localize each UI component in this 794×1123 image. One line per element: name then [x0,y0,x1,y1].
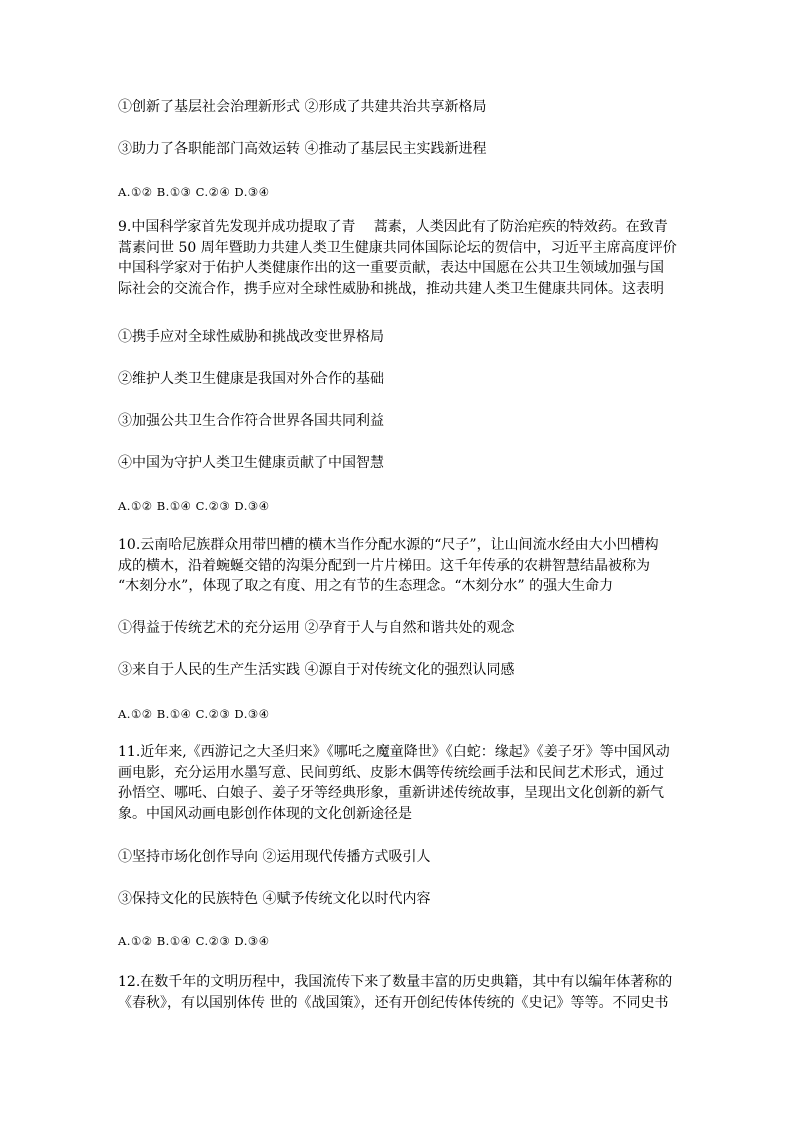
q11-items-line-1: ①坚持市场化创作导向 ②运用现代传播方式吸引人 [118,849,431,865]
q11-answer-options: A.①② B.①④ C.②③ D.③④ [118,934,270,948]
q11-stem-line: 11.近年来,《西游记之大圣归来》《哪吒之魔童降世》《白蛇：缘起》《姜子牙》等中国风动 [118,744,670,760]
q12-stem [118,972,678,1013]
q9-stem-line: 9.中国科学家首先发现并成功提取了青 蒿素，人类因此有了防治疟疾的特效药。在致青 [118,219,668,235]
q9-stem-line: 中国科学家对于佑护人类健康作出的这一重要贡献，表达中国愿在公共卫生领域加强与国 [118,260,664,276]
q9-item-3: ③加强公共卫生合作符合世界各国共同利益 [118,413,384,429]
q8-item-line-1: ①创新了基层社会治理新形式 ②形成了共建共治共享新格局 [118,99,487,115]
q10-stem-line: 10.云南哈尼族群众用带凹槽的横木当作分配水源的“尺子”，让山间流水经由大小凹槽构 [118,537,659,553]
q11-stem-line: 象。中国风动画电影创作体现的文化创新途径是 [118,805,412,822]
q9-stem [118,217,678,299]
q10-stem-line: 成的横木，沿着蜿蜒交错的沟渠分配到一片片梯田。这千年传承的农耕智慧结晶被称为 [118,557,650,574]
q12-stem-line: 12.在数千年的文明历程中，我国流传下来了数量丰富的历史典籍，其中有以编年体著称的 [118,974,673,990]
q9-item-1: ①携手应对全球性威胁和挑战改变世界格局 [118,329,384,345]
q12-stem-line: 《春秋》，有以国别体传 世的《战国策》，还有开创纪传体传统的《史记》等等。不同史书 [118,994,669,1011]
q10-items-line-1: ①得益于传统艺术的充分运用 ②孕育于人与自然和谐共处的观念 [118,620,515,636]
q9-answer-options: A.①② B.①④ C.②③ D.③④ [118,499,270,513]
q9-stem-line: 蒿素问世 50 周年暨助力共建人类卫生健康共同体国际论坛的贺信中，习近平主席高度评价 [118,239,677,256]
q9-item-2: ②维护人类卫生健康是我国对外合作的基础 [118,371,384,387]
q9-stem-line: 际社会的交流合作，携手应对全球性威胁和挑战，推动共建人类卫生健康共同体。这表明 [118,280,664,297]
q10-stem [118,535,678,597]
q11-stem-line: 画电影，充分运用水墨写意、民间剪纸、皮影木偶等传统绘画手法和民间艺术形式，通过 [118,764,664,781]
q8-item-line-2: ③助力了各职能部门高效运转 ④推动了基层民主实践新进程 [118,141,487,157]
q10-answer-options: A.①② B.①④ C.②③ D.③④ [118,707,270,721]
q10-stem-line: “木刻分水”，体现了取之有度、用之有节的生态理念。“木刻分水” 的强大生命力 [118,578,614,594]
q11-stem-line: 孙悟空、哪吒、白娘子、姜子牙等经典形象，重新讲述传统故事，呈现出文化创新的新气 [118,785,664,801]
q10-items-line-2: ③来自于人民的生产生活实践 ④源自于对传统文化的强烈认同感 [118,662,515,678]
q9-item-4: ④中国为守护人类卫生健康贡献了中国智慧 [118,455,384,471]
q11-stem [118,742,678,824]
q8-answer-options: A.①② B.①③ C.②④ D.③④ [118,185,270,199]
q11-items-line-2: ③保持文化的民族特色 ④赋予传统文化以时代内容 [118,891,431,907]
